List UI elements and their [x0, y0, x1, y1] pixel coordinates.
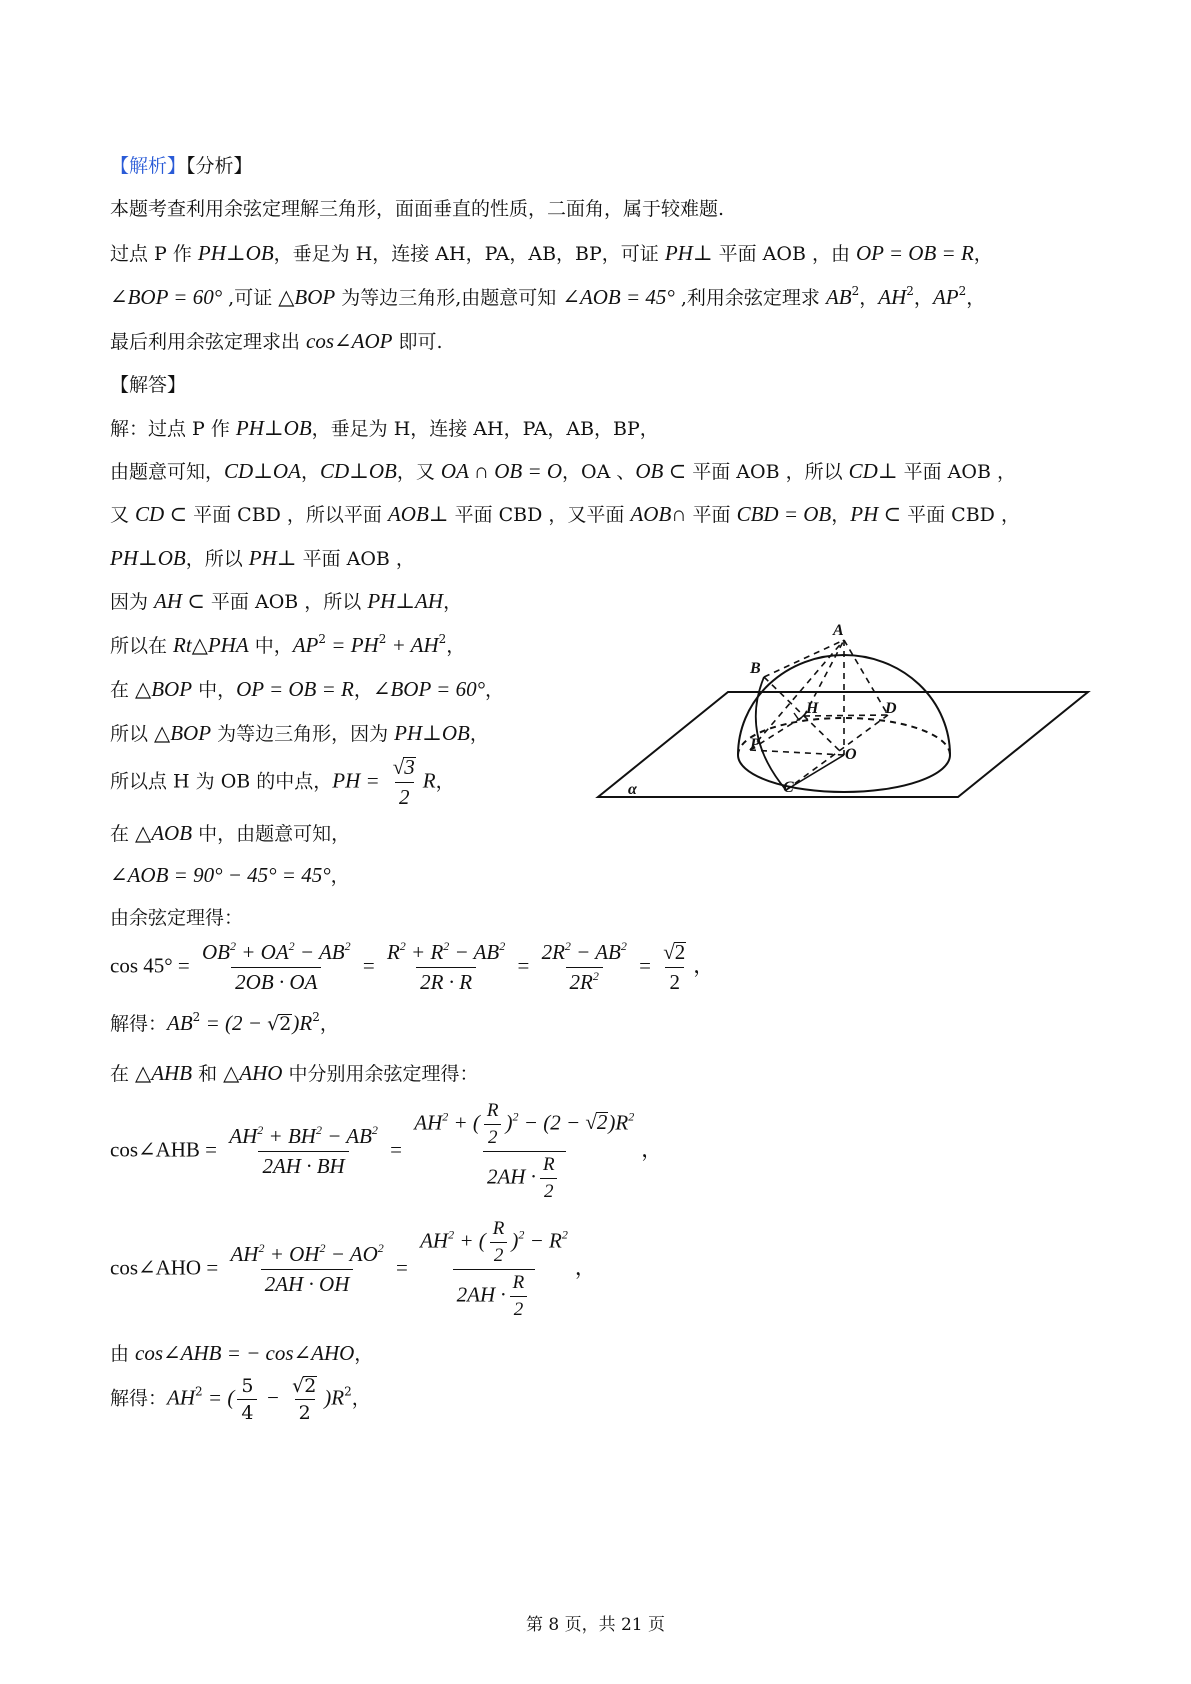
- solution-line-1: 解：过点 P 作 PH⊥OB，垂足为 H，连接 AH，PA，AB，BP，: [110, 416, 659, 440]
- label-alpha: α: [628, 781, 637, 798]
- label-O: O: [845, 746, 857, 763]
- line-oc: [786, 755, 844, 790]
- solution-line-3: 又 CD ⊂ 平面 CBD ，所以平面 AOB⊥ 平面 CBD ，又平面 AOB∩ 平面 CBD = OB，PH ⊂ 平面 CBD ，: [110, 502, 1020, 526]
- solution-line-17: cos∠AHO = $\frac{AH^2 + OH^2 - AO^2}{2AH \cdot OH}$ = $AH^2$ + ( $\frac{R}{2}$ )$^2 - R^2$ 2AH · $\frac{R}{2}$ ，: [110, 1218, 596, 1320]
- analysis-line-3: ∠BOP = 60° ,可证 △BOP 为等边三角形,由题意可知 ∠AOB = 45° ,利用余弦定理求 $AB^2$，$AH^2$，$AP^2$，: [110, 284, 986, 309]
- solution-line-7: 在 △BOP 中，OP = OB = R，∠BOP = 60°，: [110, 677, 504, 701]
- solution-line-16: cos∠AHB = $\frac{AH^2 + BH^2 - AB^2}{2AH \cdot BH}$ = $AH^2$ + ( $\frac{R}{2}$ )$^2 - (2 - √2)R^2$ 2AH · $\frac{R}{2}$ ，: [110, 1100, 663, 1202]
- solution-line-4: PH⊥OB，所以 PH⊥ 平面 AOB ，: [110, 546, 415, 570]
- solution-line-2: 由题意可知，CD⊥OA，CD⊥OB，又 OA ∩ OB = O，OA 、OB ⊂ 平面 AOB ，所以 CD⊥ 平面 AOB ，: [110, 459, 1016, 483]
- label-A: A: [833, 622, 844, 639]
- label-B: B: [750, 660, 761, 677]
- hemisphere-figure: [598, 622, 1090, 870]
- label-P: P: [750, 736, 760, 753]
- solution-line-14: 解得：$AB^2 = (2 - √2)R^2$，: [110, 1010, 339, 1035]
- plane-alpha: [598, 692, 1088, 797]
- solution-line-8: 所以 △BOP 为等边三角形，因为 PH⊥OB，: [110, 721, 489, 745]
- figure-labels: [628, 622, 897, 798]
- solution-line-19: 解得：$AH^2$ = ( $\frac{5}{4}$ − $\frac{√2}{2}$ )$R^2$，: [110, 1375, 371, 1424]
- page-footer: 第 8 页，共 21 页: [525, 1615, 666, 1635]
- analysis-line-2: 过点 P 作 PH⊥OB，垂足为 H，连接 AH，PA，AB，BP，可证 PH⊥ 平面 AOB ，由 OP = OB = R，: [110, 241, 993, 265]
- solution-line-12: 由余弦定理得：: [110, 907, 244, 929]
- solution-line-5: 因为 AH ⊂ 平面 AOB ，所以 PH⊥AH，: [110, 589, 463, 613]
- base-circle-front: [738, 755, 950, 792]
- solution-line-10: 在 △AOB 中，由题意可知，: [110, 821, 351, 845]
- base-circle-back: [738, 718, 950, 755]
- jiexi-tag: 【解析】: [110, 155, 187, 177]
- solution-line-13: cos 45° = $\frac{OB^2 + OA^2 - AB^2}{2OB \cdot OA}$ = $\frac{R^2 + R^2 - AB^2}{2R \cdot R}$ = $\frac{2R^2 - AB^2}{2R^2}$ = $\frac{√2}{2}$ ，: [110, 939, 715, 994]
- label-C: C: [783, 779, 794, 796]
- label-D: D: [885, 700, 897, 717]
- solution-line-18: 由 cos∠AHB = − cos∠AHO，: [110, 1341, 374, 1365]
- analysis-heading: [110, 153, 253, 179]
- solution-line-11: ∠AOB = 90° − 45° = 45°，: [110, 863, 350, 887]
- fenxi-tag: 【分析】: [186, 155, 253, 177]
- analysis-line-1: 本题考查利用余弦定理解三角形，面面垂直的性质，二面角，属于较难题.: [110, 198, 725, 220]
- solution-heading: 【解答】: [110, 374, 187, 396]
- solution-line-9: 所以点 H 为 OB 的中点，PH = $\frac{√3}{2}$ R，: [110, 755, 455, 809]
- analysis-line-4: 最后利用余弦定理求出 cos∠AOP 即可.: [110, 329, 443, 353]
- label-H: H: [806, 700, 819, 717]
- solution-line-15: 在 △AHB 和 △AHO 中分别用余弦定理得：: [110, 1061, 479, 1085]
- solution-line-6: 所以在 Rt△PHA 中，$AP^2 = PH^2 + AH^2$，: [110, 632, 466, 657]
